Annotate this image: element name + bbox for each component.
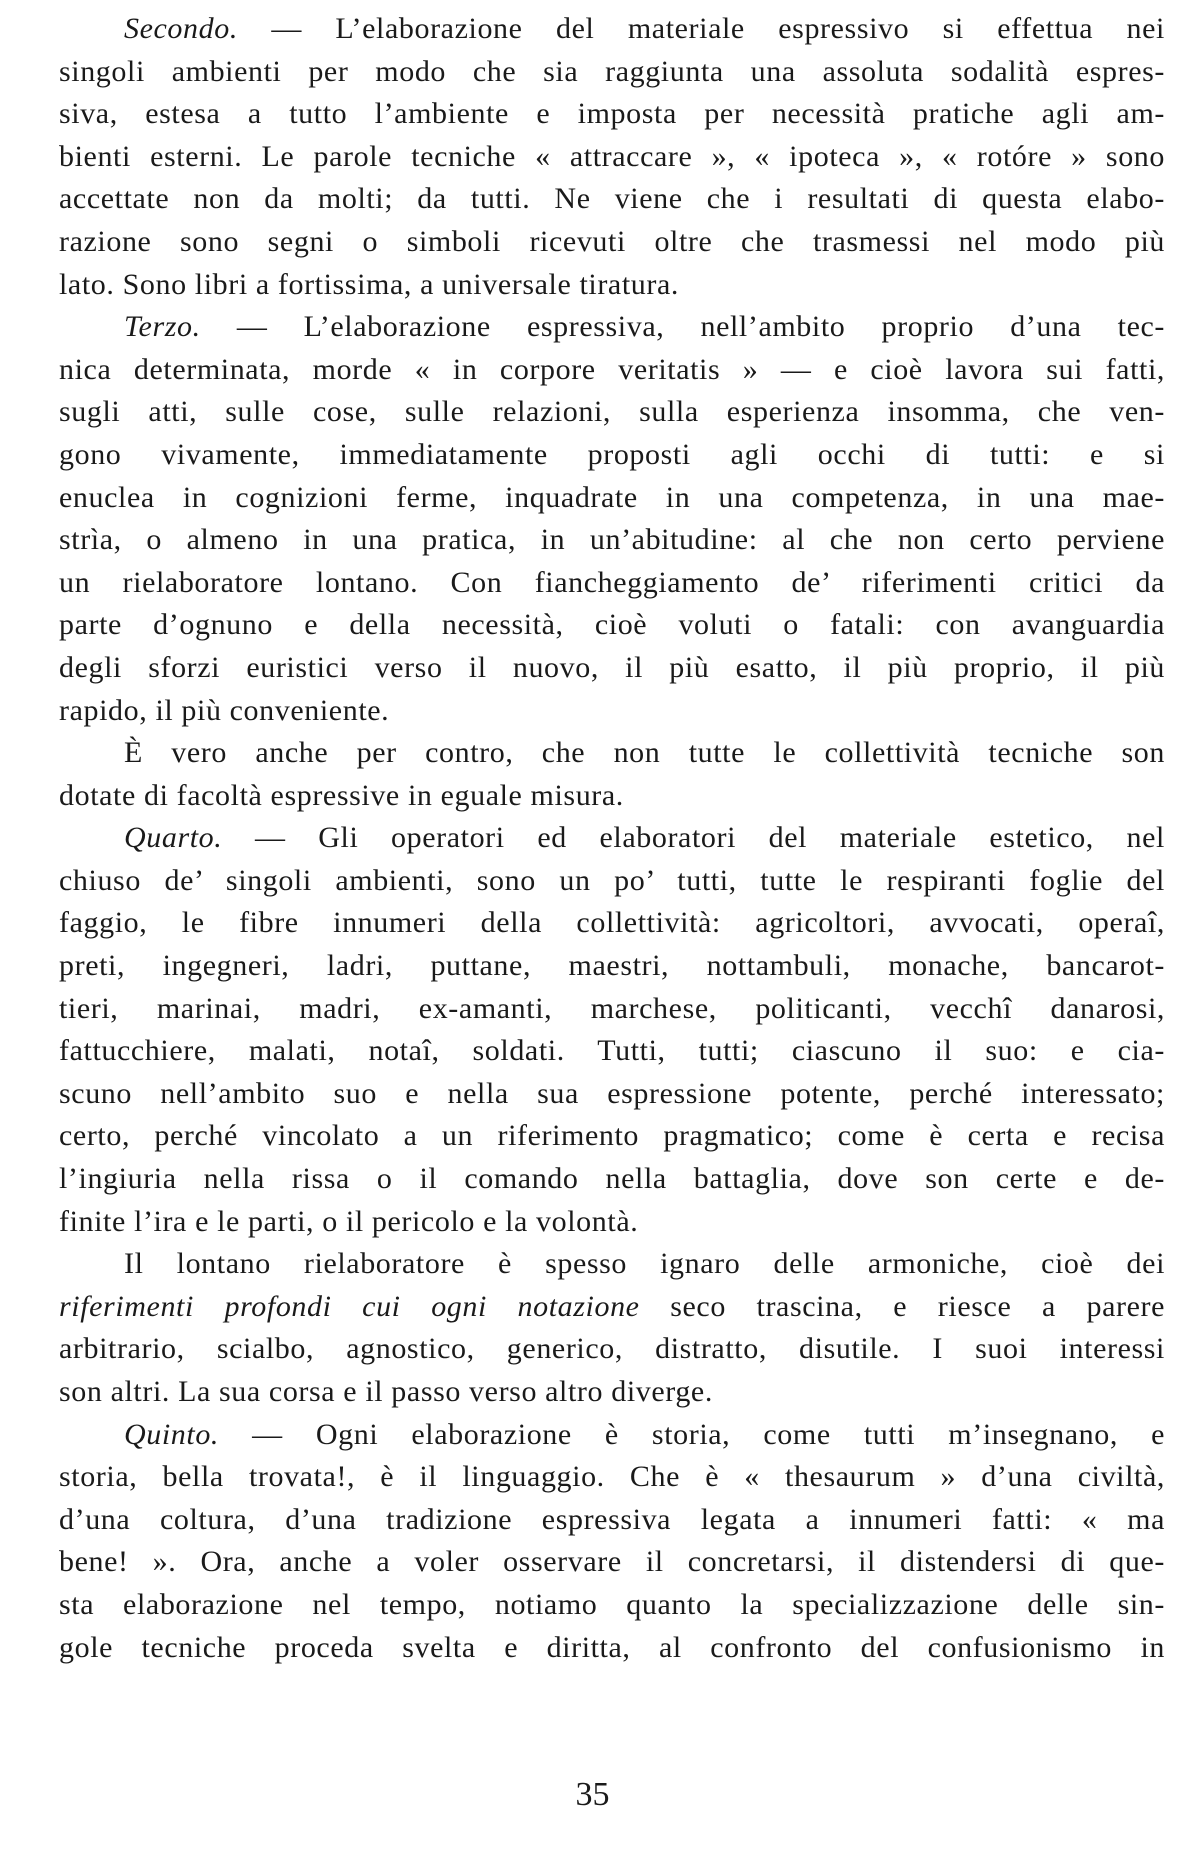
- text-line: nica determinata, morde « in corpore veritatis » — e cioè lavora sui fatti,: [59, 352, 1165, 386]
- text-line: parte d’ognuno e della necessità, cioè voluti o fatali: con avanguardia: [59, 608, 1165, 642]
- text-line: bienti esterni. Le parole tecniche « attraccare », « ipoteca », « rotóre » sono: [59, 139, 1165, 173]
- text-line: scuno nell’ambito suo e nella sua espressione potente, perché interessato;: [59, 1076, 1165, 1110]
- text-line: degli sforzi euristici verso il nuovo, il più esatto, il più proprio, il più: [59, 650, 1165, 684]
- text-line: un rielaboratore lontano. Con fiancheggiamento de’ riferimenti critici da: [59, 565, 1165, 599]
- text-line: Terzo. — L’elaborazione espressiva, nell’ambito proprio d’una tec-: [124, 310, 1165, 344]
- text-line: gole tecniche proceda svelta e diritta, al confronto del confusionismo in: [59, 1630, 1165, 1664]
- text-line: sta elaborazione nel tempo, notiamo quanto la specializzazione delle sin-: [59, 1587, 1165, 1621]
- text-line: accettate non da molti; da tutti. Ne viene che i resultati di questa elabo-: [59, 182, 1165, 216]
- text-line: singoli ambienti per modo che sia raggiunta una assoluta sodalità espres-: [59, 54, 1165, 88]
- text-line: fattucchiere, malati, notaî, soldati. Tutti, tutti; ciascuno il suo: e cia-: [59, 1034, 1165, 1068]
- text-line: son altri. La sua corsa e il passo verso altro diverge.: [59, 1375, 713, 1408]
- text-line: Secondo. — L’elaborazione del materiale espressivo si effettua nei: [124, 12, 1165, 45]
- text-line: riferimenti profondi cui ogni notazione seco trascina, e riesce a parere: [59, 1289, 1165, 1323]
- text-line: bene! ». Ora, anche a voler osservare il concretarsi, il distendersi di que-: [59, 1545, 1165, 1579]
- section-lead: Quarto.: [124, 821, 223, 855]
- text-line: strìa, o almeno in una pratica, in un’abitudine: al che non certo perviene: [59, 523, 1165, 557]
- text-line: enuclea in cognizioni ferme, inquadrate in una competenza, in una mae-: [59, 480, 1165, 514]
- text-line: Il lontano rielaboratore è spesso ignaro delle armoniche, cioè dei: [124, 1247, 1165, 1281]
- body-text: [59, 8, 1165, 1669]
- text-line: sugli atti, sulle cose, sulle relazioni, sulla esperienza insomma, che ven-: [59, 395, 1165, 429]
- section-lead: Terzo.: [124, 310, 201, 344]
- text-line: arbitrario, scialbo, agnostico, generico, distratto, disutile. I suoi interessi: [59, 1332, 1165, 1366]
- text-line: chiuso de’ singoli ambienti, sono un po’ tutti, tutte le respiranti foglie del: [59, 863, 1165, 897]
- text-line: siva, estesa a tutto l’ambiente e imposta per necessità pratiche agli am-: [59, 97, 1165, 131]
- text-line: razione sono segni o simboli ricevuti oltre che trasmessi nel modo più: [59, 224, 1165, 258]
- section-lead: Quinto.: [124, 1417, 220, 1451]
- text-line: dotate di facoltà espressive in eguale misura.: [59, 778, 624, 812]
- text-line: lato. Sono libri a fortissima, a universale tiratura.: [59, 267, 679, 301]
- italic-phrase: riferimenti profondi cui ogni notazione: [59, 1289, 640, 1323]
- text-line: l’ingiuria nella rissa o il comando nella battaglia, dove son certe e de-: [59, 1162, 1165, 1196]
- text-line: rapido, il più conveniente.: [59, 693, 390, 727]
- text-line: gono vivamente, immediatamente proposti agli occhi di tutti: e si: [59, 437, 1165, 471]
- text-line: È vero anche per contro, che non tutte le collettività tecniche son: [124, 736, 1165, 770]
- text-line: faggio, le fibre innumeri della collettività: agricoltori, avvocati, operaî,: [59, 906, 1165, 940]
- text-line: Quarto. — Gli operatori ed elaboratori del materiale estetico, nel: [124, 821, 1165, 855]
- section-lead: Secondo.: [124, 12, 238, 45]
- text-line: preti, ingegneri, ladri, puttane, maestri, nottambuli, monache, bancarot-: [59, 949, 1165, 983]
- page-number: 35: [575, 1776, 610, 1813]
- text-line: Quinto. — Ogni elaborazione è storia, come tutti m’insegnano, e: [124, 1417, 1165, 1451]
- text-line: certo, perché vincolato a un riferimento pragmatico; come è certa e recisa: [59, 1119, 1165, 1153]
- text-line: storia, bella trovata!, è il linguaggio. Che è « thesaurum » d’una civiltà,: [59, 1460, 1165, 1494]
- text-line: tieri, marinai, madri, ex-amanti, marchese, politicanti, vecchî danarosi,: [59, 991, 1165, 1025]
- text-line: d’una coltura, d’una tradizione espressiva legata a innumeri fatti: « ma: [59, 1502, 1165, 1536]
- text-line: finite l’ira e le parti, o il pericolo e la volontà.: [59, 1204, 639, 1238]
